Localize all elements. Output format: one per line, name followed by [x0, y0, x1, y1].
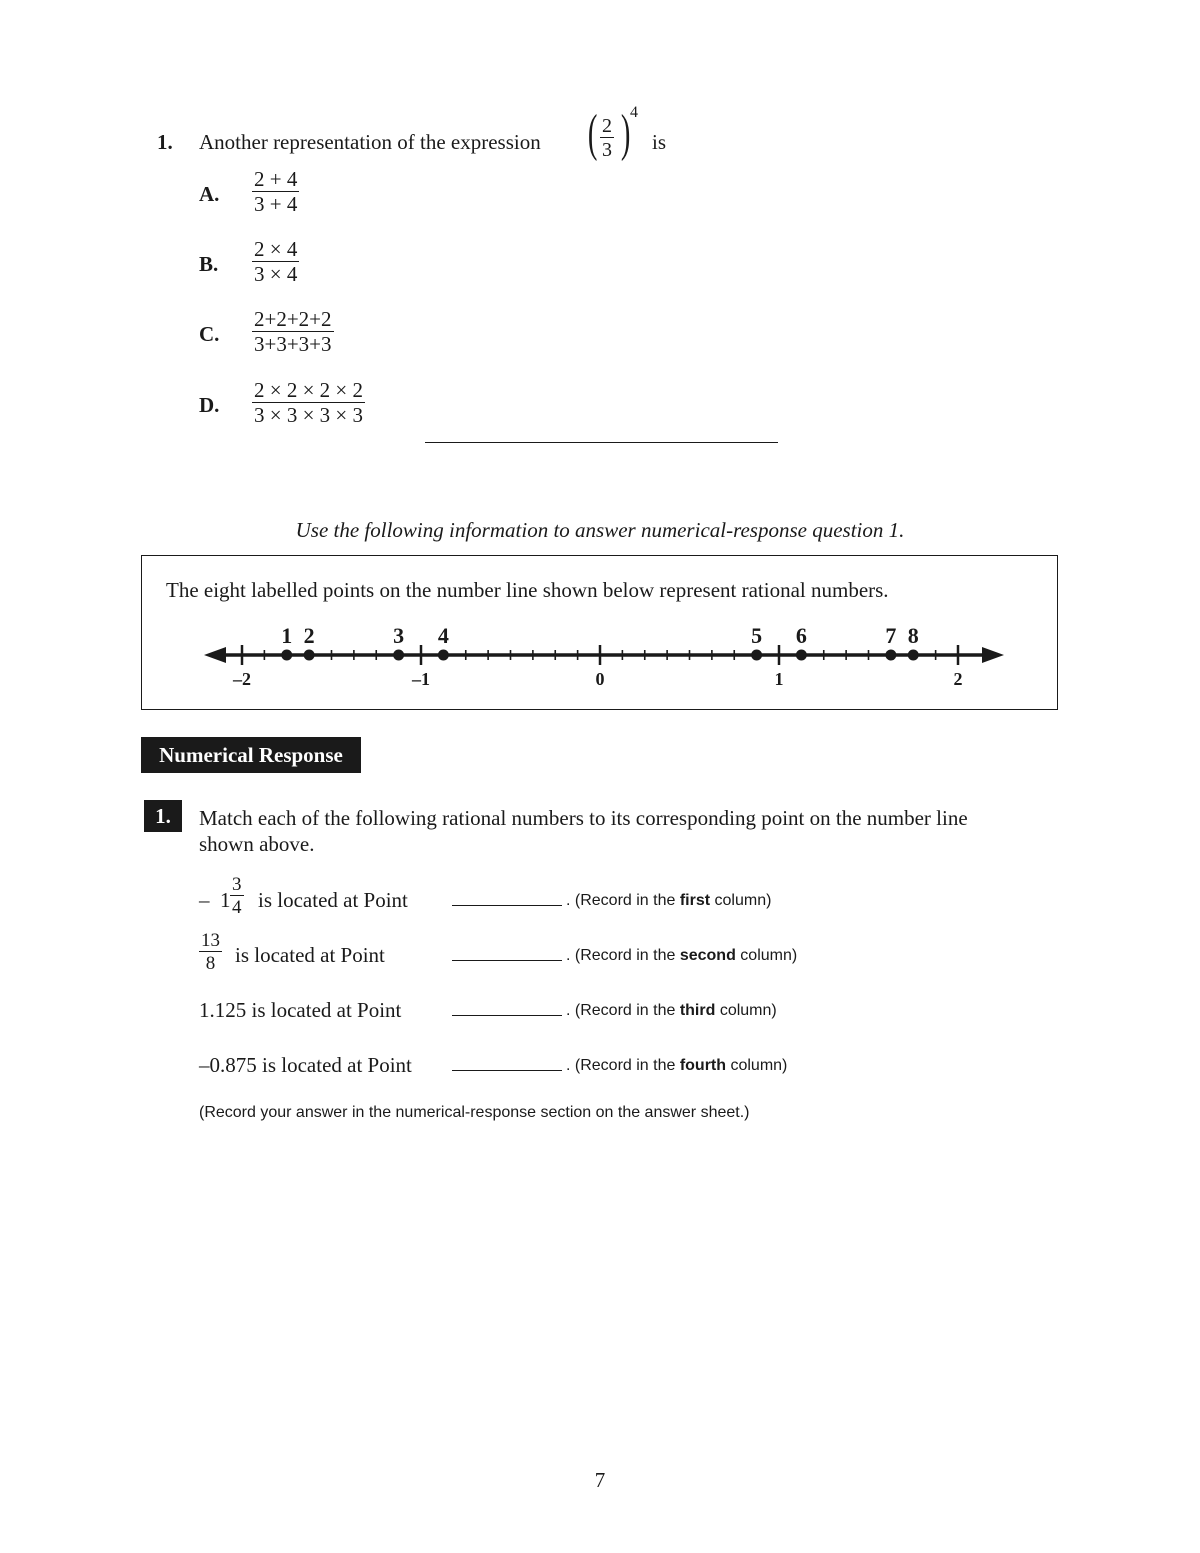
record-column: second	[679, 947, 736, 964]
nr-prompt-line2: shown above.	[199, 832, 315, 856]
mixed-whole: 1	[220, 888, 231, 912]
point-7-label: 7	[885, 623, 897, 648]
option-denominator: 3+3+3+3	[254, 332, 332, 356]
record-column: fourth	[679, 1057, 727, 1074]
point-6-marker	[796, 650, 807, 661]
record-column: first	[679, 892, 711, 909]
option-numerator: 2 × 4	[254, 237, 298, 261]
record-instruction	[566, 1003, 777, 1019]
left-arrow	[204, 647, 226, 663]
tick-label: –1	[412, 669, 430, 689]
item-text: 1.125 is located at Point	[199, 998, 402, 1022]
point-6-label: 6	[795, 623, 807, 648]
fraction-numerator: 3	[232, 874, 242, 895]
question-stem: Another representation of the expression	[199, 130, 541, 154]
question-stem-end: is	[652, 130, 667, 154]
fraction-denominator: 4	[232, 897, 242, 918]
info-box-text: The eight labelled points on the number line shown below represent rational numbers.	[166, 578, 889, 602]
tick-label: 2	[953, 669, 963, 689]
minus-sign: –	[199, 888, 210, 912]
expression-fraction	[600, 116, 614, 160]
right-arrow	[982, 647, 1004, 663]
option-fraction	[252, 380, 365, 426]
record-suffix: column)	[715, 1002, 777, 1019]
expression-denominator: 3	[602, 139, 612, 161]
section-divider	[425, 442, 778, 443]
point-2-label: 2	[303, 623, 315, 648]
record-prefix: . (Record in the	[566, 892, 680, 909]
record-suffix: column)	[726, 1057, 788, 1074]
record-prefix: . (Record in the	[566, 947, 680, 964]
point-1-marker	[281, 650, 292, 661]
option-letter: C.	[199, 322, 220, 346]
option-numerator: 2+2+2+2	[254, 307, 332, 331]
answer-blank[interactable]	[452, 960, 562, 961]
left-paren: (	[587, 105, 598, 162]
nr-question-number: 1.	[144, 800, 182, 832]
point-3-label: 3	[393, 623, 405, 648]
right-paren: )	[620, 105, 631, 162]
answer-blank[interactable]	[452, 1015, 562, 1016]
option-numerator: 2 + 4	[254, 167, 298, 191]
point-8-marker	[908, 650, 919, 661]
record-prefix: . (Record in the	[566, 1002, 680, 1019]
answer-blank[interactable]	[452, 1070, 562, 1071]
option-denominator: 3 × 4	[254, 262, 298, 286]
option-letter: A.	[199, 182, 220, 206]
point-5-label: 5	[751, 623, 763, 648]
point-2-marker	[304, 650, 315, 661]
mixed-fraction	[230, 875, 244, 917]
option-fraction	[252, 239, 299, 285]
option-numerator: 2 × 2 × 2 × 2	[254, 378, 364, 402]
record-prefix: . (Record in the	[566, 1057, 680, 1074]
point-7-marker	[885, 650, 896, 661]
page-number: 7	[594, 1468, 606, 1492]
expression-numerator: 2	[602, 115, 612, 137]
point-4-marker	[438, 650, 449, 661]
tick-label: 1	[774, 669, 784, 689]
numerical-response-heading: Numerical Response	[141, 737, 361, 773]
record-suffix: column)	[710, 892, 772, 909]
point-8-label: 8	[907, 623, 919, 648]
item-text: is located at Point	[258, 888, 408, 912]
expression-exponent: 4	[630, 104, 638, 121]
point-4-label: 4	[437, 623, 449, 648]
fraction-numerator: 13	[201, 930, 220, 951]
item-text: is located at Point	[235, 943, 385, 967]
nr-prompt-line1: Match each of the following rational numbers to its corresponding point on the number line	[199, 806, 968, 830]
item-text: –0.875 is located at Point	[199, 1053, 412, 1077]
record-suffix: column)	[735, 947, 798, 964]
fraction-denominator: 8	[205, 953, 216, 974]
number-line-chart	[141, 615, 1058, 710]
record-instruction	[566, 948, 797, 964]
point-3-marker	[393, 650, 404, 661]
option-fraction	[252, 309, 334, 355]
answer-blank[interactable]	[452, 905, 562, 906]
answer-sheet-note: (Record your answer in the numerical-response section on the answer sheet.)	[199, 1104, 750, 1121]
option-denominator: 3 × 3 × 3 × 3	[254, 403, 364, 427]
point-5-marker	[751, 650, 762, 661]
option-fraction	[252, 169, 299, 215]
record-instruction	[566, 1058, 787, 1074]
record-instruction	[566, 893, 771, 909]
option-denominator: 3 + 4	[254, 192, 298, 216]
fraction	[199, 931, 222, 973]
tick-label: 0	[595, 669, 605, 689]
point-1-label: 1	[281, 623, 293, 648]
tick-label: –2	[233, 669, 251, 689]
record-column: third	[679, 1002, 716, 1019]
question-number: 1.	[157, 130, 173, 154]
option-letter: B.	[199, 252, 219, 276]
option-letter: D.	[199, 393, 220, 417]
instruction-text: Use the following information to answer numerical-response question 1.	[295, 518, 905, 542]
